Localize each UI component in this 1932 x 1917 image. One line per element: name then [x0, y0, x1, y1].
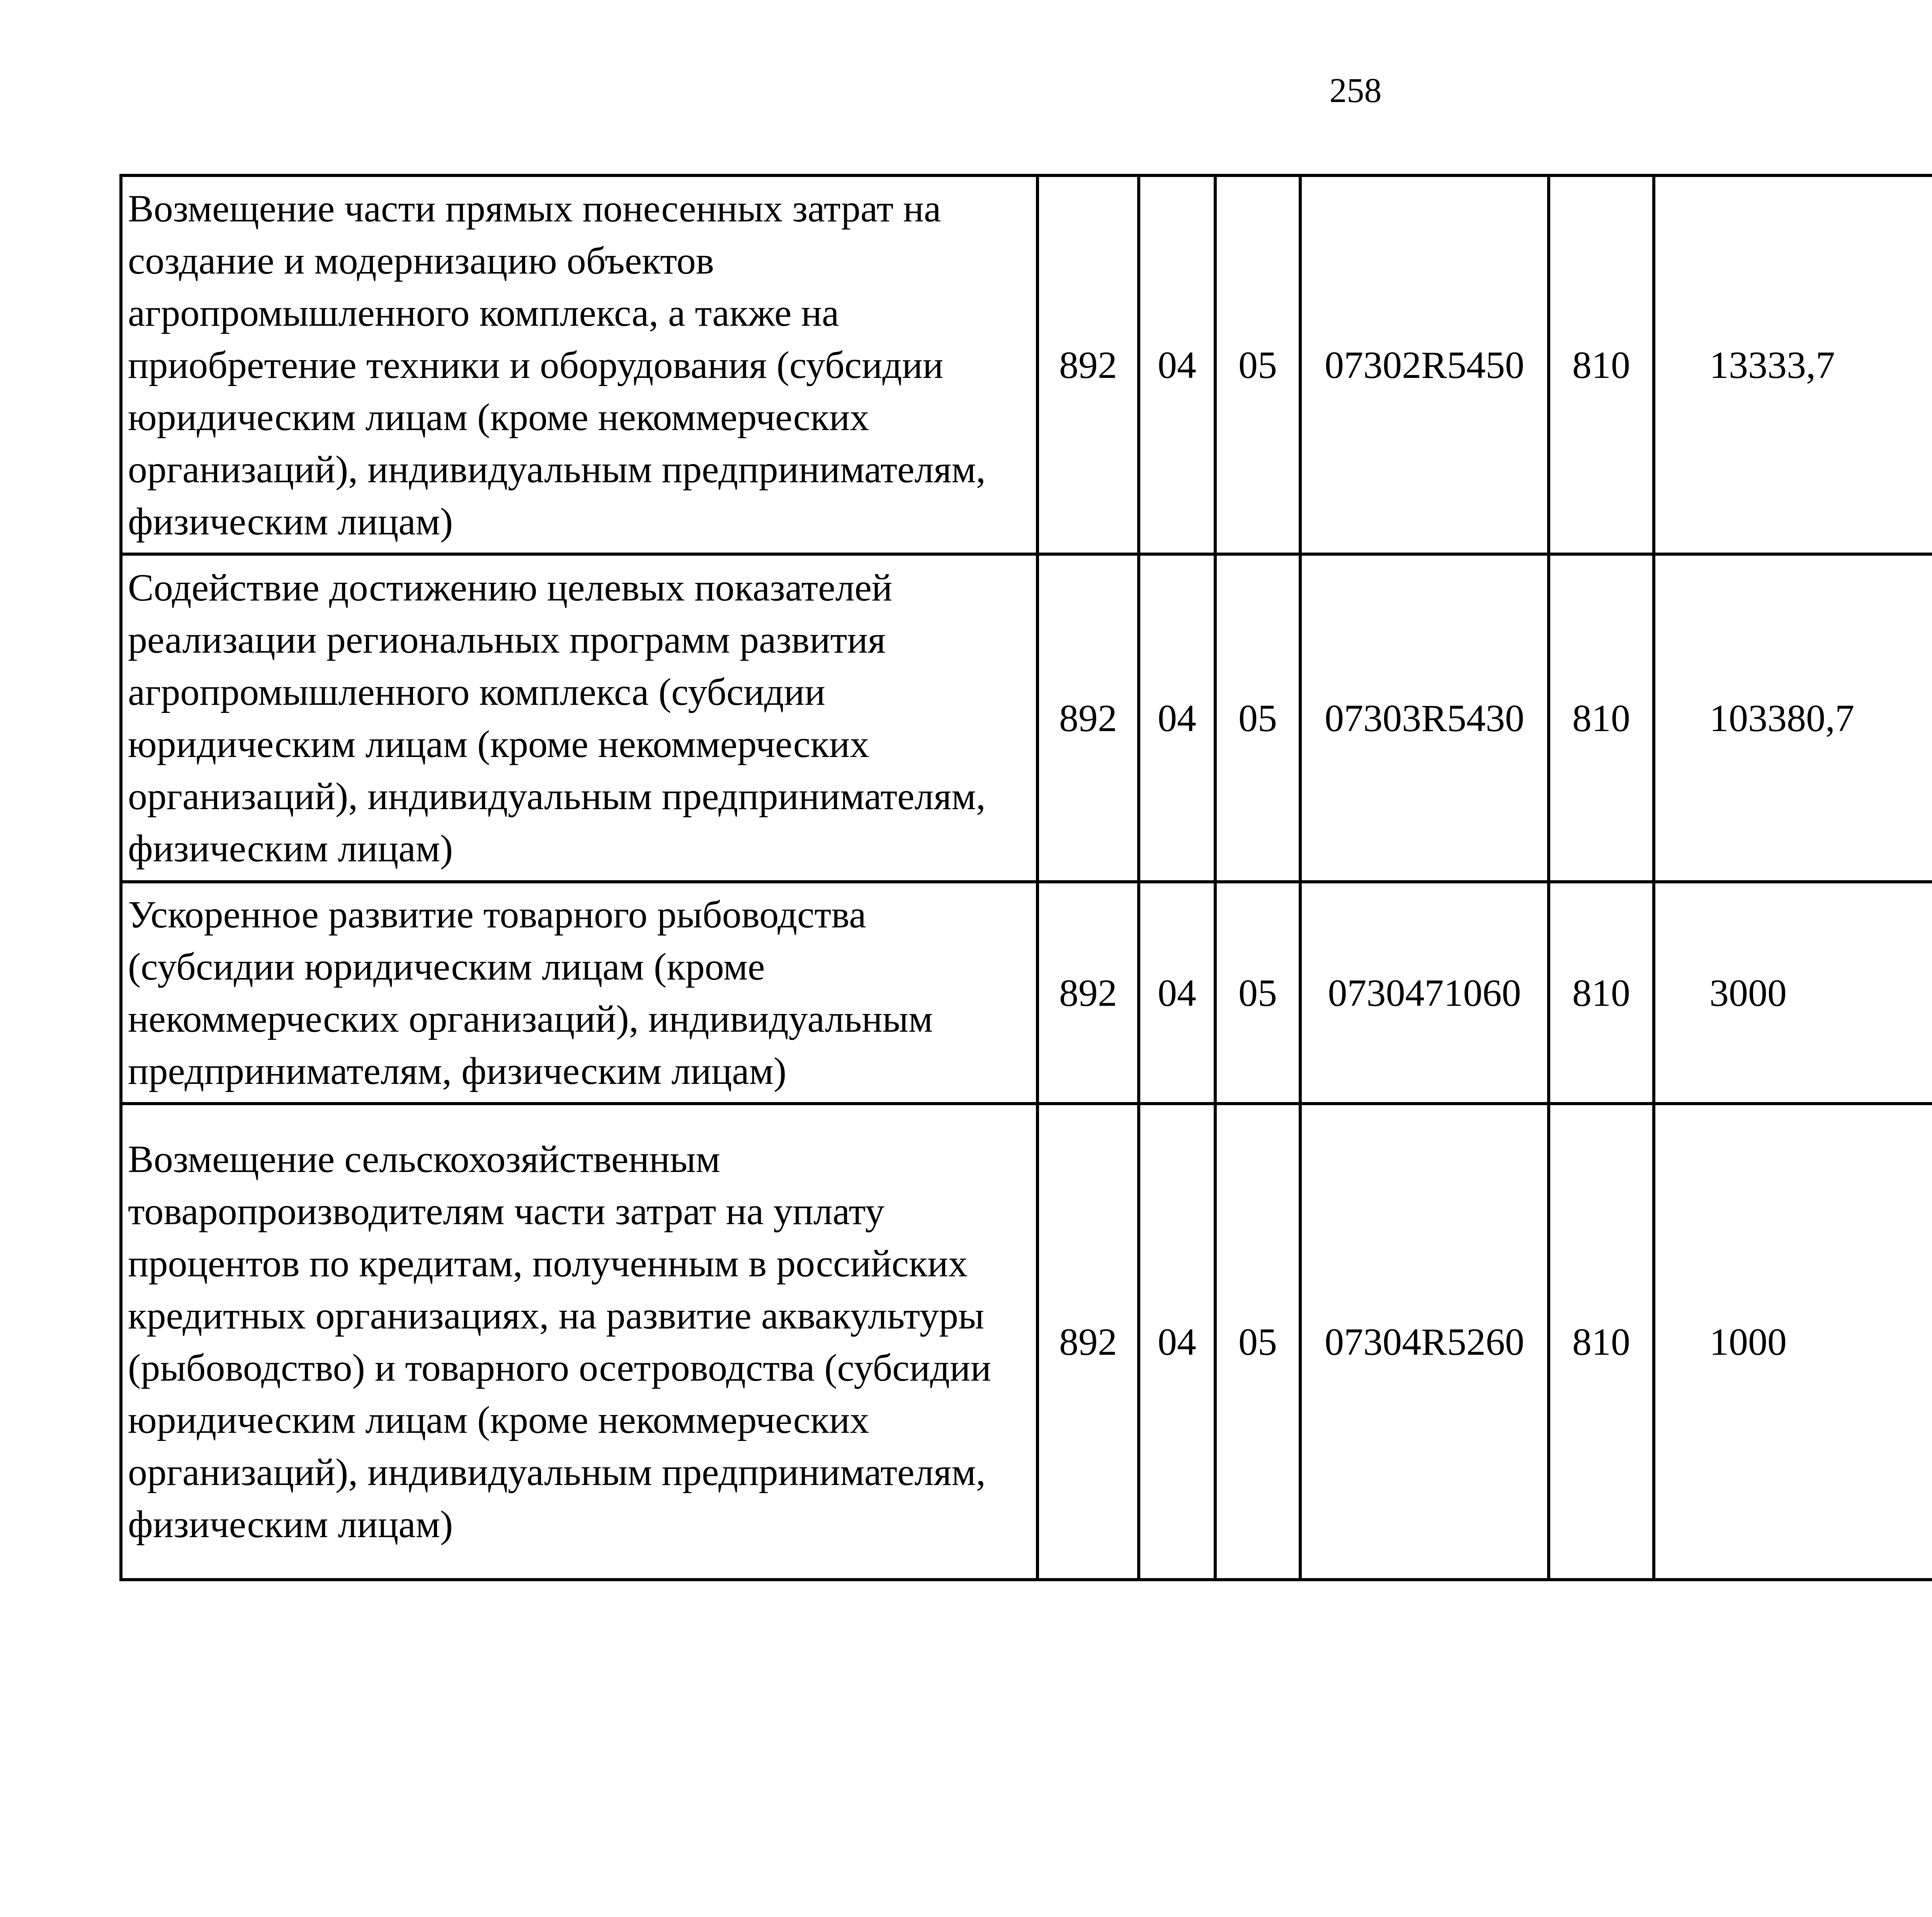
target-article-code: 07302R5450 — [1300, 175, 1549, 554]
amount-year-1: 13333,7 — [1654, 175, 1932, 554]
expense-type-code: 810 — [1549, 554, 1654, 882]
page-number: 258 — [1329, 71, 1382, 110]
section-code: 04 — [1139, 175, 1215, 554]
amount-year-1: 103380,7 — [1654, 554, 1932, 882]
budget-table — [119, 174, 1932, 1581]
table-row — [121, 882, 1932, 1104]
row-description: Возмещение части прямых понесенных затрат на создание и модернизацию объектов агропромышленного комплекса, а также на приобретение техники и оборудования (субсидии юридическим лицам (кроме некоммерческих организаций), индивидуальным предпринимателям, физическим лицам) — [121, 175, 1037, 554]
expense-type-code: 810 — [1549, 882, 1654, 1104]
row-description: Ускоренное развитие товарного рыбоводства (субсидии юридическим лицам (кроме некоммерческих организаций), индивидуальным предпринимателям, физическим лицам) — [121, 882, 1037, 1104]
section-code: 04 — [1139, 882, 1215, 1104]
row-description: Содействие достижению целевых показателей реализации региональных программ развития агропромышленного комплекса (субсидии юридическим лицам (кроме некоммерческих организаций), индивидуальным предпринимателям, физическим лицам) — [121, 554, 1037, 882]
expense-type-code: 810 — [1549, 175, 1654, 554]
table-row — [121, 175, 1932, 554]
row-description: Возмещение сельскохозяйственным товаропроизводителям части затрат на уплату процентов по кредитам, полученным в российских кредитных организациях, на развитие аквакультуры (рыбоводство) и товарного осетроводства (субсидии юридическим лицам (кроме некоммерческих организаций), индивидуальным предпринимателям, физическим лицам) — [121, 1104, 1037, 1580]
section-code: 04 — [1139, 554, 1215, 882]
target-article-code: 07303R5430 — [1300, 554, 1549, 882]
amount-year-1: 1000 — [1654, 1104, 1932, 1580]
expense-type-code: 810 — [1549, 1104, 1654, 1580]
table-row — [121, 554, 1932, 882]
subsection-code: 05 — [1215, 1104, 1300, 1580]
ministry-code: 892 — [1037, 175, 1139, 554]
ministry-code: 892 — [1037, 882, 1139, 1104]
amount-year-1: 3000 — [1654, 882, 1932, 1104]
subsection-code: 05 — [1215, 554, 1300, 882]
subsection-code: 05 — [1215, 882, 1300, 1104]
target-article-code: 07304R5260 — [1300, 1104, 1549, 1580]
target-article-code: 0730471060 — [1300, 882, 1549, 1104]
ministry-code: 892 — [1037, 1104, 1139, 1580]
table-row — [121, 1104, 1932, 1580]
subsection-code: 05 — [1215, 175, 1300, 554]
section-code: 04 — [1139, 1104, 1215, 1580]
ministry-code: 892 — [1037, 554, 1139, 882]
